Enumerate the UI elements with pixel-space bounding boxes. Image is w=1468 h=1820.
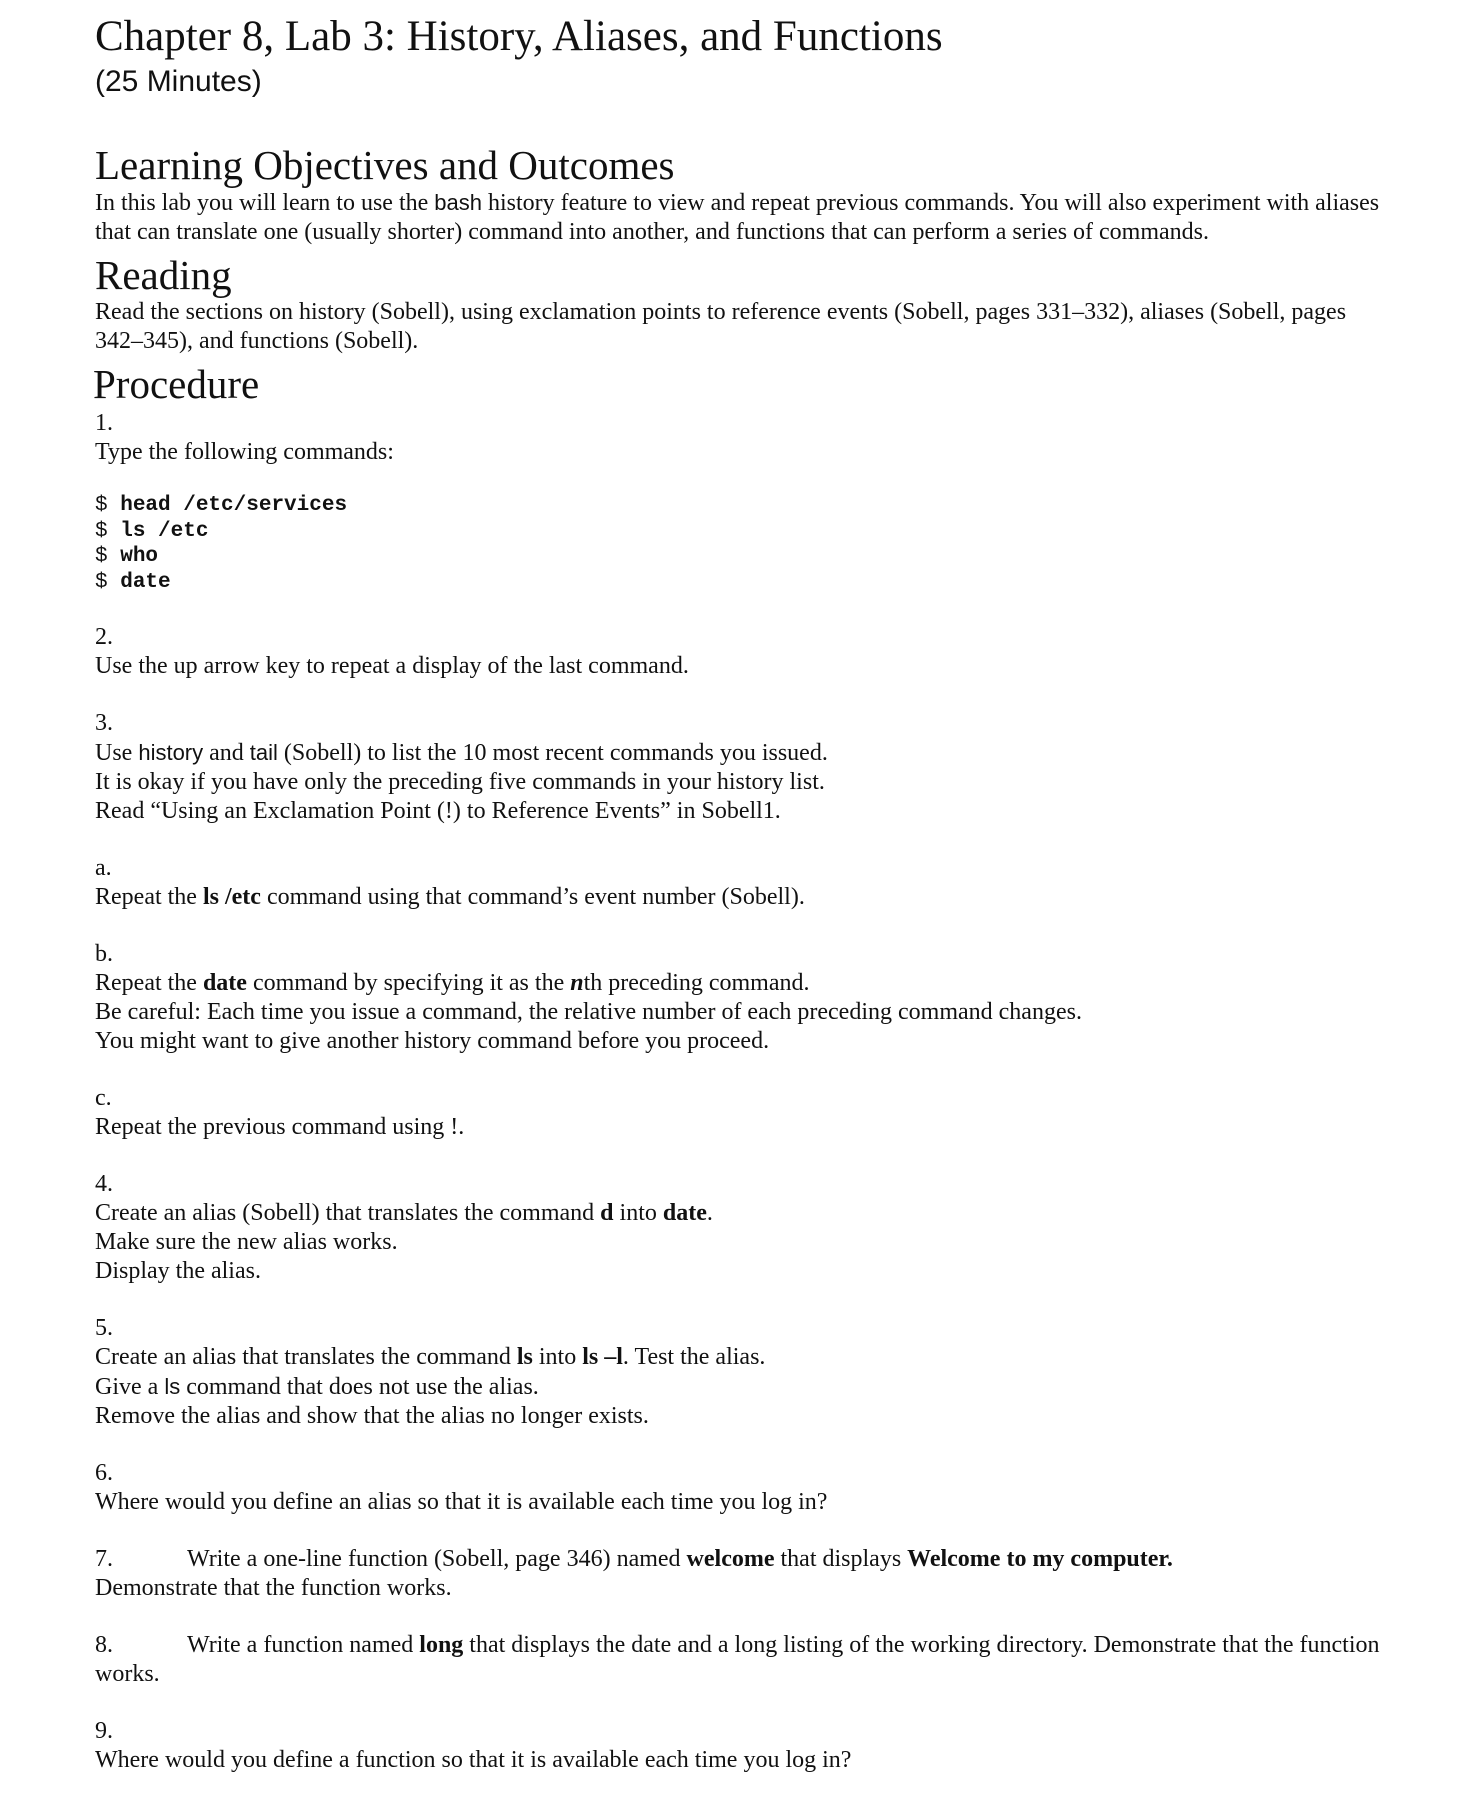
- step-7: [95, 1545, 1395, 1603]
- step-text: 8. Write a function named long that displays the date and a long listing of the working directory. Demonstrate that the function works.: [95, 1632, 1380, 1687]
- step-number: 4.: [95, 1171, 113, 1197]
- objectives-text: In this lab you will learn to use the bash history feature to view and repeat previous commands. You will also experiment with aliases that can translate one (usually shorter) command into another, and functions that can perform a series of commands.: [95, 190, 1380, 245]
- objectives-heading: Learning Objectives and Outcomes: [95, 142, 675, 188]
- step-number: a.: [95, 855, 112, 881]
- command-line: $ ls /etc: [95, 519, 209, 543]
- step-text: You might want to give another history command before you proceed.: [95, 1028, 770, 1054]
- step-text: Use the up arrow key to repeat a display of the last command.: [95, 653, 689, 679]
- command-line: $ who: [95, 545, 159, 568]
- reading-heading: Reading: [95, 252, 232, 298]
- step-number: 1.: [95, 410, 113, 436]
- step-number: 9.: [95, 1718, 113, 1744]
- step-text: Be careful: Each time you issue a command, the relative number of each preceding command changes.: [95, 999, 1082, 1025]
- step-text: Repeat the ls /etc command using that command’s event number (Sobell).: [95, 884, 805, 910]
- step-text: Repeat the previous command using !.: [95, 1114, 465, 1140]
- command-line: $ head /etc/services: [95, 494, 348, 517]
- step-9: [95, 1717, 1395, 1775]
- step-text: Use history and tail (Sobell) to list the 10 most recent commands you issued.: [95, 740, 828, 766]
- step-text: Display the alias.: [95, 1258, 261, 1284]
- procedure-heading: Procedure: [93, 361, 260, 407]
- lab-document: [95, 12, 1395, 1775]
- step-number: 3.: [95, 710, 113, 736]
- step-text: Demonstrate that the function works.: [95, 1575, 452, 1601]
- step-text: Make sure the new alias works.: [95, 1229, 398, 1255]
- step-a: [95, 854, 1395, 912]
- step-text: Remove the alias and show that the alias no longer exists.: [95, 1403, 649, 1429]
- step-text: Create an alias that translates the command ls into ls –l. Test the alias.: [95, 1344, 766, 1370]
- step-6: [95, 1459, 1395, 1517]
- document-title: Chapter 8, Lab 3: History, Aliases, and Functions: [95, 13, 943, 60]
- step-text: 7. Write a one-line function (Sobell, page 346) named welcome that displays Welcome to my computer.: [95, 1546, 1173, 1572]
- step-c: [95, 1084, 1395, 1142]
- step-text: Give a ls command that does not use the alias.: [95, 1374, 539, 1400]
- step-b: [95, 940, 1395, 1056]
- step-text: Type the following commands:: [95, 439, 394, 465]
- step-text: Repeat the date command by specifying it as the nth preceding command.: [95, 970, 810, 996]
- step-number: c.: [95, 1085, 112, 1111]
- step-number: 5.: [95, 1315, 113, 1341]
- step-5: [95, 1314, 1395, 1431]
- step-text: Read “Using an Exclamation Point (!) to Reference Events” in Sobell1.: [95, 798, 781, 824]
- step-8: [95, 1631, 1395, 1689]
- reading-text: Read the sections on history (Sobell), using exclamation points to reference events (Sobell, pages 331–332), aliases (Sobell, pages 342–345), and functions (Sobell).: [95, 299, 1347, 354]
- step-number: 2.: [95, 624, 113, 650]
- step-text: Where would you define a function so that it is available each time you log in?: [95, 1747, 852, 1773]
- command-list: [95, 493, 1395, 595]
- step-2: [95, 623, 1395, 681]
- step-1: [95, 409, 1395, 595]
- step-text: Where would you define an alias so that it is available each time you log in?: [95, 1489, 828, 1515]
- step-3: [95, 709, 1395, 826]
- duration-label: (25 Minutes): [95, 65, 262, 98]
- step-number: 6.: [95, 1460, 113, 1486]
- step-number: b.: [95, 941, 113, 967]
- step-text: Create an alias (Sobell) that translates the command d into date.: [95, 1200, 713, 1226]
- command-line: $ date: [95, 570, 171, 594]
- step-4: [95, 1170, 1395, 1286]
- step-text: It is okay if you have only the preceding five commands in your history list.: [95, 769, 825, 795]
